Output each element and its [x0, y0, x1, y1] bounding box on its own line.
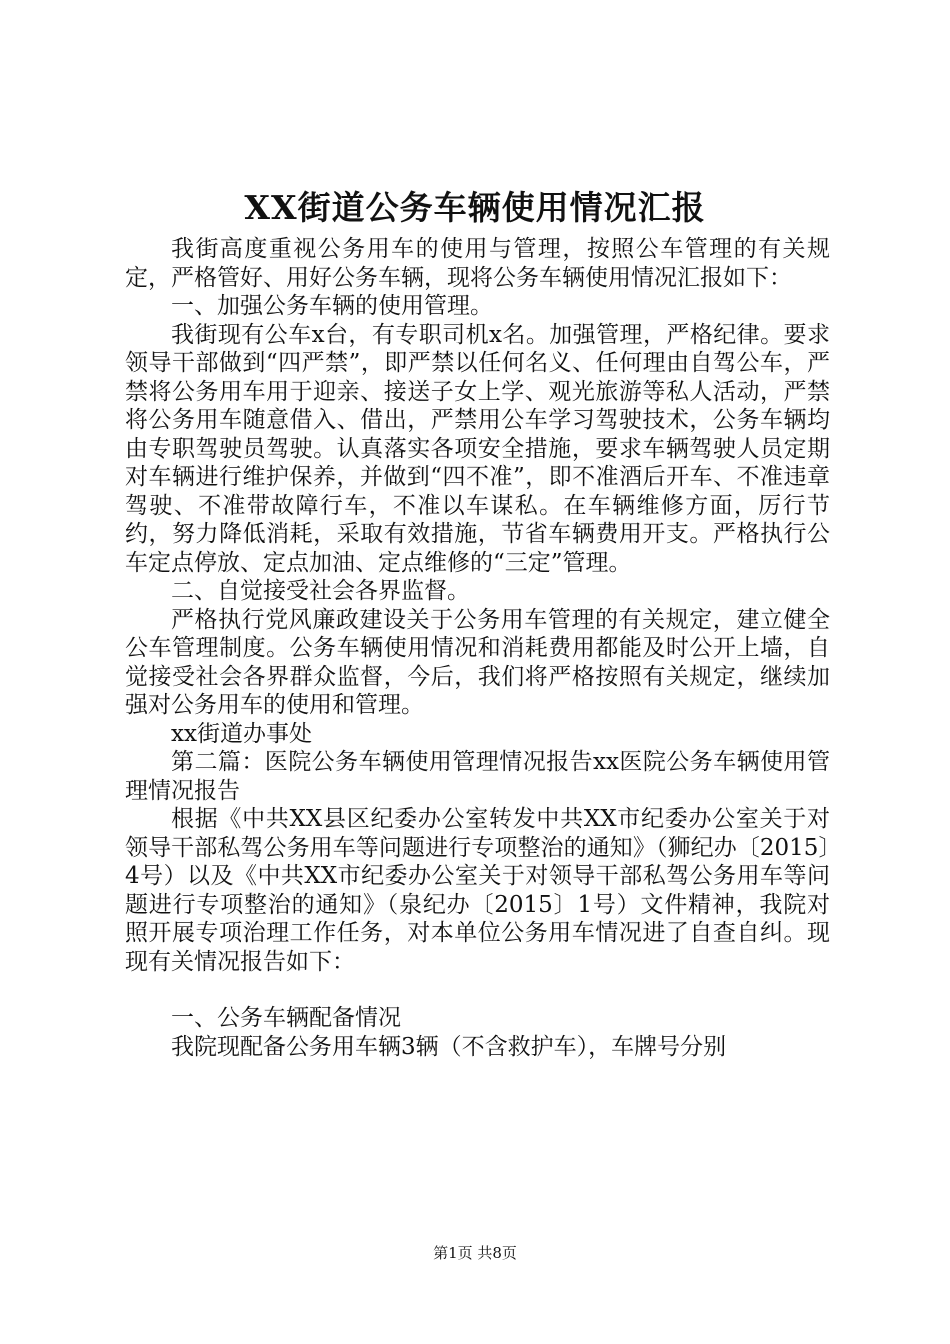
- signature-line: xx街道办事处: [171, 720, 312, 747]
- section-heading-1: 一、加强公务车辆的使用管理。: [171, 293, 493, 319]
- document-title: XX街道公务车辆使用情况汇报: [244, 188, 706, 227]
- second-article-paragraph-2: 我院现配备公务用车辆3辆（不含救护车），车牌号分别: [171, 1033, 727, 1060]
- second-article-title: 第二篇：医院公务车辆使用管理情况报告xx医院公务车辆使用管理情况报告: [125, 749, 830, 804]
- second-article-heading-1: 一、公务车辆配备情况: [171, 1005, 401, 1031]
- page-footer: 第1页 共8页: [433, 1244, 517, 1262]
- intro-paragraph: 我街高度重视公务用车的使用与管理，按照公车管理的有关规定，严格管好、用好公务车辆，现将公务车辆使用情况汇报如下：: [125, 236, 830, 291]
- section-heading-2: 二、自觉接受社会各界监督。: [171, 578, 470, 604]
- section-1-paragraph: 我街现有公车x台，有专职司机x名。加强管理，严格纪律。要求领导干部做到“四严禁”，即严禁以任何名义、任何理由自驾公车，严禁将公务用车用于迎亲、接送子女上学、观光旅游等私人活动，严禁将公务用车随意借入、借出，严禁用公车学习驾驶技术，公务车辆均由专职驾驶员驾驶。认真落实各项安全措施，要求车辆驾驶人员定期对车辆进行维护保养，并做到“四不准”，即不准酒后开车、不准违章驾驶、不准带故障行车，不准以车谋私。在车辆维修方面，厉行节约，努力降低消耗，采取有效措施，节省车辆费用开支。严格执行公车定点停放、定点加油、定点维修的“三定”管理。: [125, 321, 830, 576]
- section-2-paragraph: 严格执行党风廉政建设关于公务用车管理的有关规定，建立健全公车管理制度。公务车辆使用情况和消耗费用都能及时公开上墙，自觉接受社会各界群众监督，今后，我们将严格按照有关规定，继续加强对公务用车的使用和管理。: [125, 606, 830, 718]
- second-article-paragraph: 根据《中共XX县区纪委办公室转发中共XX市纪委办公室关于对领导干部私驾公务用车等问题进行专项整治的通知》（狮纪办〔2015〕4号）以及《中共XX市纪委办公室关于对领导干部私驾公务用车等问题进行专项整治的通知》（泉纪办〔2015〕1号）文件精神，我院对照开展专项治理工作任务，对本单位公务用车情况进了自查自纠。现现有关情况报告如下：: [125, 806, 830, 975]
- document-body: [125, 235, 830, 1061]
